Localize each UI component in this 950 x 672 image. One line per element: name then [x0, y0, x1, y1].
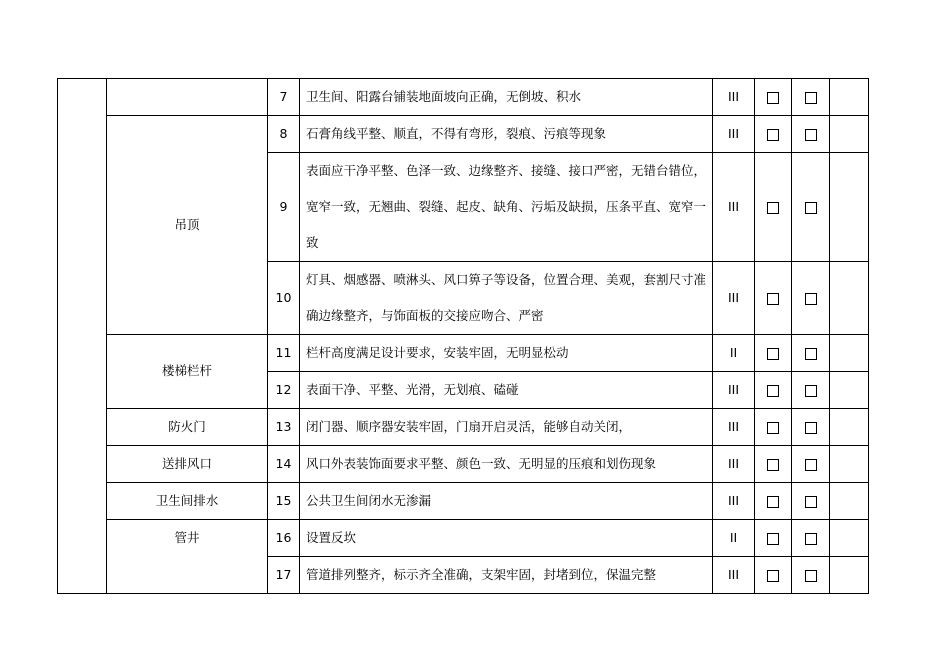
fail-checkbox[interactable] — [792, 116, 830, 153]
table-row — [58, 79, 869, 116]
pass-checkbox[interactable] — [755, 446, 792, 483]
checkbox-icon — [767, 293, 779, 305]
pass-checkbox[interactable] — [755, 409, 792, 446]
table-row — [58, 520, 869, 557]
pass-checkbox[interactable] — [755, 153, 792, 262]
checkbox-icon — [805, 385, 817, 397]
category-ceiling: 吊顶 — [107, 116, 268, 335]
remarks-cell — [830, 557, 869, 594]
checkbox-icon — [767, 385, 779, 397]
pass-checkbox[interactable] — [755, 79, 792, 116]
item-grade: III — [713, 483, 755, 520]
checkbox-icon — [767, 129, 779, 141]
checkbox-icon — [805, 293, 817, 305]
remarks-cell — [830, 409, 869, 446]
item-number: 12 — [268, 372, 300, 409]
fail-checkbox[interactable] — [792, 520, 830, 557]
fail-checkbox[interactable] — [792, 409, 830, 446]
remarks-cell — [830, 446, 869, 483]
fail-checkbox[interactable] — [792, 153, 830, 262]
item-number: 13 — [268, 409, 300, 446]
checkbox-icon — [767, 570, 779, 582]
item-number: 15 — [268, 483, 300, 520]
pass-checkbox[interactable] — [755, 483, 792, 520]
fail-checkbox[interactable] — [792, 483, 830, 520]
item-grade: III — [713, 262, 755, 335]
item-grade: III — [713, 79, 755, 116]
fail-checkbox[interactable] — [792, 335, 830, 372]
item-description: 栏杆高度满足设计要求，安装牢固，无明显松动 — [300, 335, 713, 372]
item-number: 7 — [268, 79, 300, 116]
category-firedoor: 防火门 — [107, 409, 268, 446]
item-grade: III — [713, 446, 755, 483]
table-row — [58, 483, 869, 520]
table-row — [58, 335, 869, 372]
checkbox-icon — [805, 129, 817, 141]
table-row — [58, 116, 869, 153]
checkbox-icon — [767, 348, 779, 360]
remarks-cell — [830, 372, 869, 409]
item-grade: II — [713, 520, 755, 557]
inspection-table — [57, 78, 869, 594]
pass-checkbox[interactable] — [755, 520, 792, 557]
table-row — [58, 409, 869, 446]
category-railing: 楼梯栏杆 — [107, 335, 268, 409]
item-number: 11 — [268, 335, 300, 372]
item-number: 16 — [268, 520, 300, 557]
checkbox-icon — [767, 92, 779, 104]
pass-checkbox[interactable] — [755, 262, 792, 335]
category-vent: 送排风口 — [107, 446, 268, 483]
checkbox-icon — [805, 422, 817, 434]
item-description: 公共卫生间闭水无渗漏 — [300, 483, 713, 520]
item-description: 设置反坎 — [300, 520, 713, 557]
fail-checkbox[interactable] — [792, 262, 830, 335]
item-grade: III — [713, 557, 755, 594]
category-cell-empty — [107, 79, 268, 116]
remarks-cell — [830, 116, 869, 153]
checkbox-icon — [767, 459, 779, 471]
pass-checkbox[interactable] — [755, 116, 792, 153]
remarks-cell — [830, 262, 869, 335]
item-description: 风口外表装饰面要求平整、颜色一致、无明显的压痕和划伤现象 — [300, 446, 713, 483]
item-grade: III — [713, 153, 755, 262]
item-grade: III — [713, 372, 755, 409]
pass-checkbox[interactable] — [755, 372, 792, 409]
remarks-cell — [830, 335, 869, 372]
checkbox-icon — [805, 533, 817, 545]
item-number: 9 — [268, 153, 300, 262]
item-description: 石膏角线平整、顺直，不得有弯形，裂痕、污痕等现象 — [300, 116, 713, 153]
remarks-cell — [830, 483, 869, 520]
checkbox-icon — [805, 570, 817, 582]
item-description: 卫生间、阳露台铺装地面坡向正确，无倒坡、积水 — [300, 79, 713, 116]
remarks-cell — [830, 153, 869, 262]
item-grade: II — [713, 335, 755, 372]
remarks-cell — [830, 79, 869, 116]
table-row — [58, 446, 869, 483]
category-drain: 卫生间排水 — [107, 483, 268, 520]
checkbox-icon — [805, 92, 817, 104]
item-number: 14 — [268, 446, 300, 483]
checkbox-icon — [805, 459, 817, 471]
item-number: 17 — [268, 557, 300, 594]
item-description: 管道排列整齐，标示齐全准确，支架牢固，封堵到位，保温完整 — [300, 557, 713, 594]
fail-checkbox[interactable] — [792, 557, 830, 594]
checkbox-icon — [767, 422, 779, 434]
pass-checkbox[interactable] — [755, 335, 792, 372]
item-description: 表面干净、平整、光滑，无划痕、磕碰 — [300, 372, 713, 409]
checkbox-icon — [805, 202, 817, 214]
item-description: 表面应干净平整、色泽一致、边缘整齐、接缝、接口严密，无错台错位，宽窄一致，无翘曲、裂缝、起皮、缺角、污垢及缺损，压条平直、宽窄一致 — [300, 153, 713, 262]
item-description: 灯具、烟感器、喷淋头、风口箅子等设备，位置合理、美观，套割尺寸准确边缘整齐，与饰面板的交接应吻合、严密 — [300, 262, 713, 335]
checkbox-icon — [805, 348, 817, 360]
fail-checkbox[interactable] — [792, 79, 830, 116]
item-description: 闭门器、顺序器安装牢固，门扇开启灵活，能够自动关闭， — [300, 409, 713, 446]
fail-checkbox[interactable] — [792, 372, 830, 409]
checkbox-icon — [767, 496, 779, 508]
item-grade: III — [713, 116, 755, 153]
category-shaft: 管井 — [107, 520, 268, 594]
item-number: 10 — [268, 262, 300, 335]
item-grade: III — [713, 409, 755, 446]
checkbox-icon — [767, 533, 779, 545]
checkbox-icon — [767, 202, 779, 214]
pass-checkbox[interactable] — [755, 557, 792, 594]
remarks-cell — [830, 520, 869, 557]
checkbox-icon — [805, 496, 817, 508]
item-number: 8 — [268, 116, 300, 153]
fail-checkbox[interactable] — [792, 446, 830, 483]
section-cell — [58, 79, 107, 594]
